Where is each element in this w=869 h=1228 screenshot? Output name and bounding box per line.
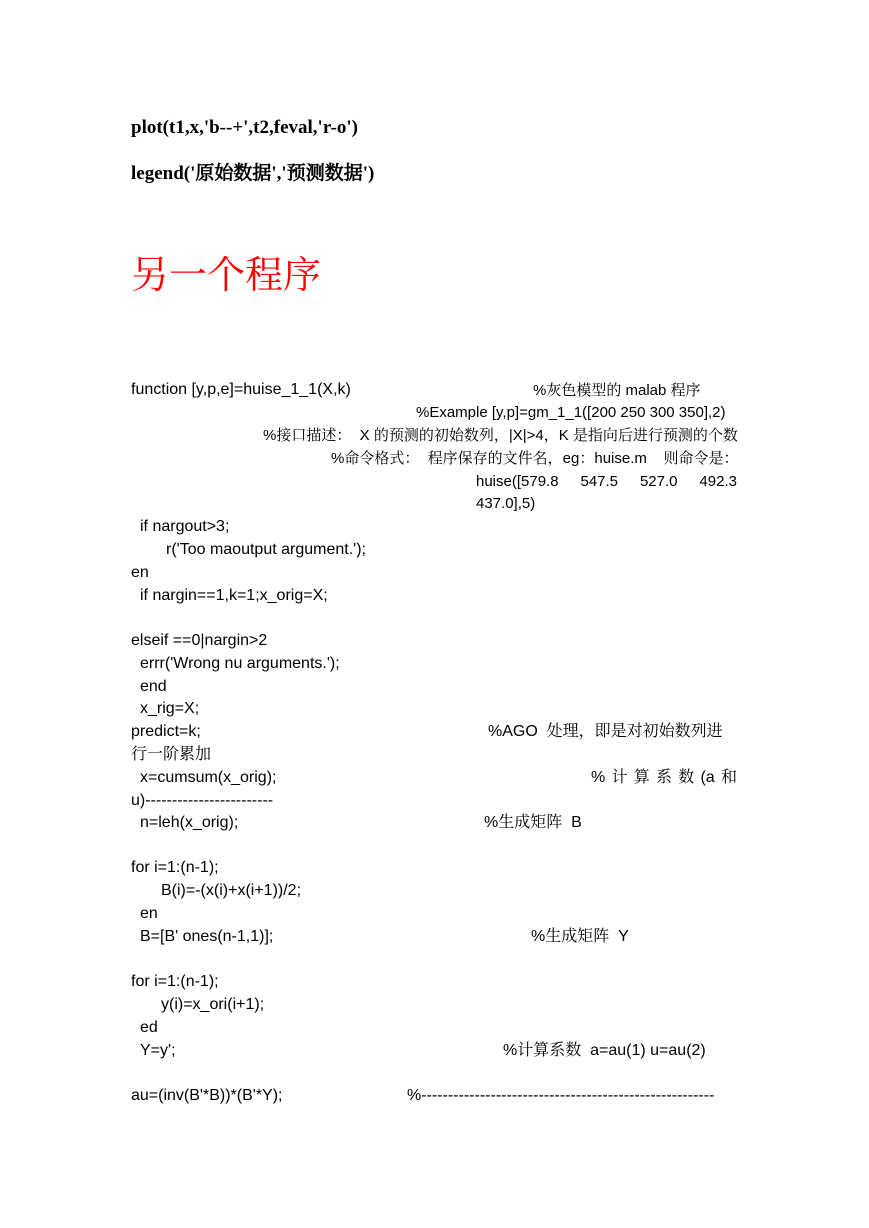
comment-dashes: %------------------------------------------------------- [407, 1087, 715, 1104]
code-cumsum: x=cumsum(x_orig); [140, 769, 277, 786]
code-y-assign: y(i)=x_ori(i+1); [161, 996, 265, 1013]
comment-calc-coefficients [591, 768, 737, 788]
comment-ago-continued: 行一阶累加 [131, 746, 212, 763]
code-y-transpose: Y=y'; [140, 1042, 176, 1059]
legend-code-line: legend('原始数据','预测数据') [131, 163, 375, 184]
code-if-nargin: if nargin==1,k=1;x_orig=X; [140, 587, 328, 604]
section-heading: 另一个程序 [131, 253, 322, 297]
comment-token: 数 [678, 769, 695, 786]
huise-call-token: 527.0 [639, 473, 678, 490]
code-for-loop: for i=1:(n-1); [131, 973, 219, 990]
comment-token: (a [700, 769, 715, 786]
comment-token: 和 [720, 769, 737, 786]
plot-code-line: plot(t1,x,'b--+',t2,feval,'r-o') [131, 117, 358, 138]
comment-interface: %接口描述： X 的预测的初始数列，|X|>4，K 是指向后进行预测的个数 [263, 427, 738, 444]
comment-matrix-b: %生成矩阵 B [484, 814, 582, 831]
code-n: n=leh(x_orig); [140, 814, 239, 831]
code-end: en [140, 905, 158, 922]
comment-example: %Example [y,p]=gm_1_1([200 250 300 350],2) [416, 404, 726, 421]
huise-call-token: 547.5 [580, 473, 619, 490]
code-elseif: elseif ==0|nargin>2 [131, 632, 268, 649]
comment-token: 系 [655, 769, 672, 786]
comment-calc-coefficients-a-u: %计算系数 a=au(1) u=au(2) [503, 1042, 706, 1059]
comment-matrix-y: %生成矩阵 Y [531, 928, 629, 945]
huise-call-token: 492.3 [699, 473, 737, 490]
code-x-rig: x_rig=X; [140, 700, 200, 717]
comment-command-format: %命令格式： 程序保存的文件名，eg：huise.m 则命令是： [331, 450, 739, 467]
comment-ago: %AGO 处理，即是对初始数列进 [488, 723, 723, 740]
function-definition: function [y,p,e]=huise_1_1(X,k) [131, 381, 351, 398]
code-if-nargout: if nargout>3; [140, 518, 230, 535]
huise-call-token: huise([579.8 [476, 473, 559, 490]
code-predict: predict=k; [131, 723, 201, 740]
code-for-loop: for i=1:(n-1); [131, 859, 219, 876]
code-end: end [140, 678, 167, 695]
code-end: ed [140, 1019, 158, 1036]
comment-model: %灰色模型的 malab 程序 [533, 382, 701, 399]
comment-token: 算 [633, 769, 650, 786]
comment-token: % [591, 769, 606, 786]
code-b-matrix: B=[B' ones(n-1,1)]; [140, 928, 274, 945]
huise-call-line [476, 472, 737, 492]
code-errr: errr('Wrong nu arguments.'); [140, 655, 340, 672]
huise-call-end: 437.0],5) [476, 495, 536, 512]
code-u-dashes: u)------------------------ [131, 792, 274, 809]
code-end: en [131, 564, 149, 581]
code-au: au=(inv(B'*B))*(B'*Y); [131, 1087, 283, 1104]
comment-token: 计 [611, 769, 628, 786]
code-error: r('Too maoutput argument.'); [166, 541, 366, 558]
code-b-assign: B(i)=-(x(i)+x(i+1))/2; [161, 882, 302, 899]
